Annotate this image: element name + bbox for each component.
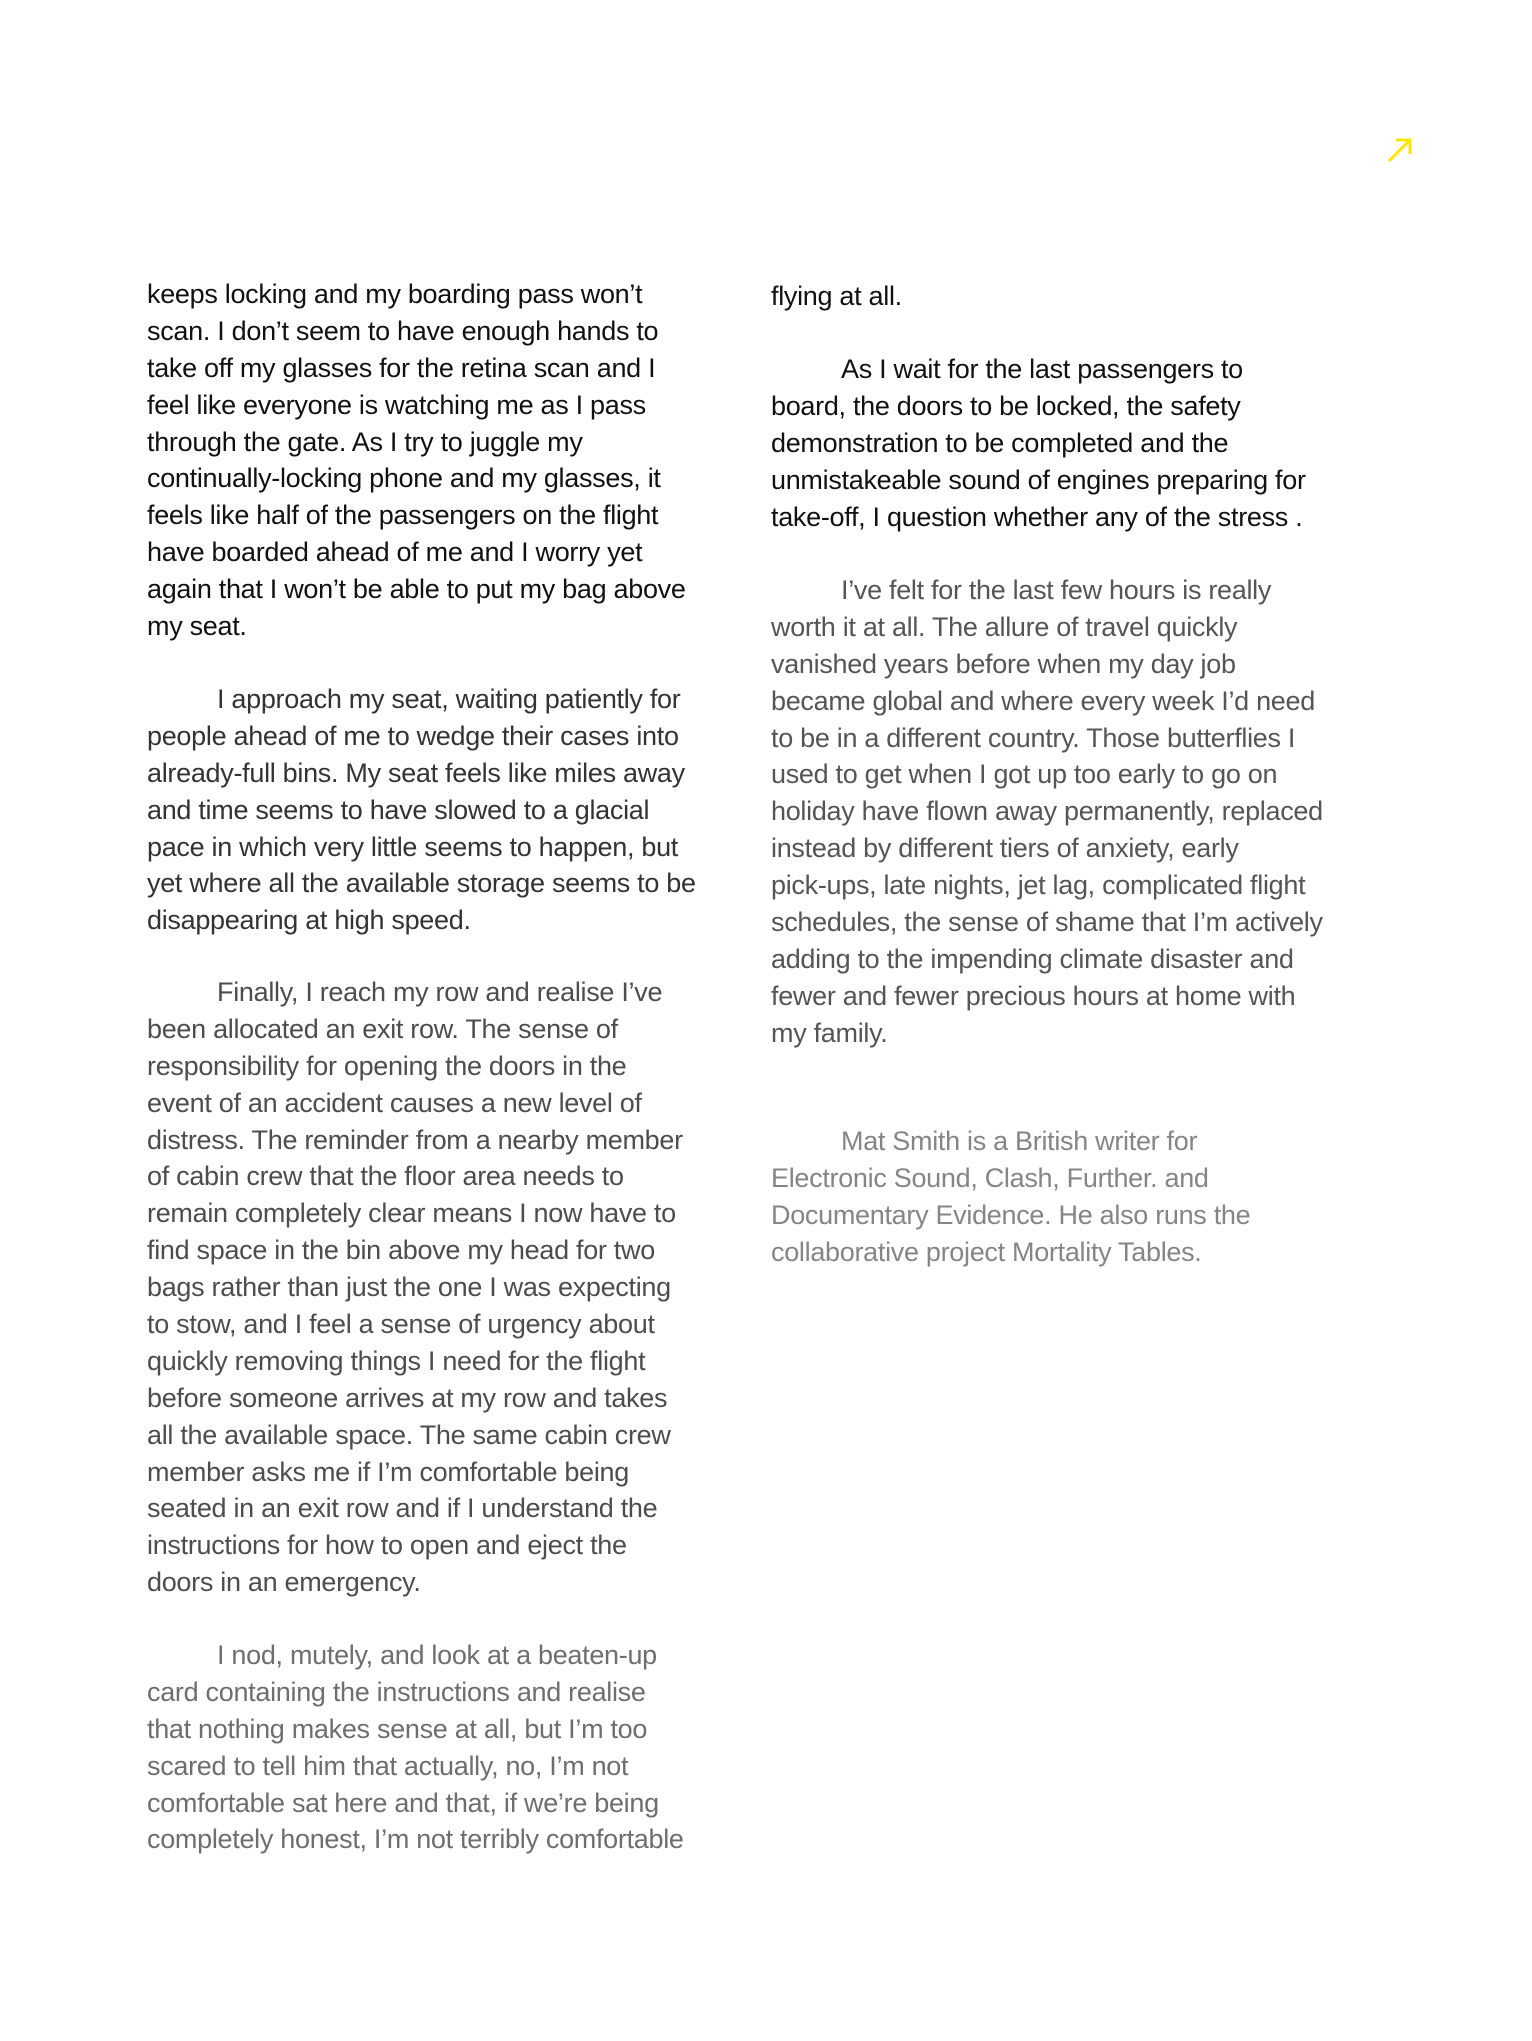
text-line: bags rather than just the one I was expecting (147, 1272, 671, 1303)
text-line: worth it at all. The allure of travel quickly (771, 611, 1238, 642)
text-line: I’ve felt for the last few hours is really (841, 575, 1272, 605)
text-line: remain completely clear means I now have to (147, 1198, 676, 1229)
text-line: that nothing makes sense at all, but I’m too (147, 1713, 648, 1744)
text-line: scan. I don’t seem to have enough hands to (147, 315, 659, 346)
text-line: responsibility for opening the doors in the (147, 1050, 627, 1081)
text-line: feel like everyone is watching me as I pass (147, 389, 646, 420)
paragraph-nod-mutely (147, 1637, 684, 1858)
text-line: doors in an emergency. (147, 1567, 421, 1598)
text-line: of cabin crew that the floor area needs to (147, 1161, 624, 1192)
text-line: I approach my seat, waiting patiently for (217, 684, 681, 714)
paragraph-wait-passengers (771, 351, 1306, 535)
text-line: holiday have flown away permanently, replaced (771, 796, 1323, 827)
paragraph-exit-row (147, 974, 683, 1601)
text-line: take off my glasses for the retina scan and I (147, 352, 656, 383)
text-line: keeps locking and my boarding pass won’t (147, 279, 643, 309)
text-line: fewer and fewer precious hours at home with (771, 980, 1296, 1011)
text-line: my seat. (147, 611, 247, 642)
text-line: demonstration to be completed and the (771, 427, 1229, 458)
paragraph-flying-at-all (771, 278, 902, 315)
text-line: flying at all. (771, 281, 902, 311)
text-line: instead by different tiers of anxiety, early (771, 833, 1239, 864)
text-line: unmistakeable sound of engines preparing for (771, 464, 1306, 495)
author-bio (771, 1123, 1250, 1271)
text-line: pick-ups, late nights, jet lag, complicated flight (771, 870, 1306, 901)
text-line: member asks me if I’m comfortable being (147, 1456, 629, 1487)
text-line: Mat Smith is a British writer for (841, 1126, 1198, 1156)
text-line: card containing the instructions and realise (147, 1676, 646, 1707)
text-line: quickly removing things I need for the flight (147, 1345, 646, 1376)
text-line: my family. (771, 1017, 888, 1048)
text-line: scared to tell him that actually, no, I’m not (147, 1750, 629, 1781)
text-line: board, the doors to be locked, the safety (771, 390, 1241, 421)
text-line: and time seems to have slowed to a glacial (147, 794, 650, 825)
text-line: As I wait for the last passengers to (841, 354, 1243, 384)
paragraph-allure-of-travel (771, 572, 1323, 1052)
text-line: have boarded ahead of me and I worry yet (147, 537, 643, 568)
text-line: take-off, I question whether any of the stress . (771, 501, 1303, 532)
text-line: been allocated an exit row. The sense of (147, 1013, 618, 1044)
text-line: comfortable sat here and that, if we’re being (147, 1787, 659, 1818)
text-line: yet where all the available storage seems to be (147, 868, 696, 899)
text-line: before someone arrives at my row and takes (147, 1382, 668, 1413)
text-line: to stow, and I feel a sense of urgency about (147, 1309, 655, 1340)
text-line: people ahead of me to wedge their cases into (147, 720, 679, 751)
text-line: pace in which very little seems to happen, but (147, 831, 678, 862)
text-line: distress. The reminder from a nearby member (147, 1124, 683, 1155)
text-line: feels like half of the passengers on the flight (147, 500, 659, 531)
text-line: already-full bins. My seat feels like miles away (147, 757, 685, 788)
text-line: collaborative project Mortality Tables. (771, 1236, 1202, 1267)
arrow-up-right-icon[interactable] (1386, 136, 1414, 164)
text-line: schedules, the sense of shame that I’m actively (771, 907, 1323, 938)
text-line: adding to the impending climate disaster and (771, 943, 1294, 974)
paragraph-approach-seat (147, 681, 696, 939)
text-line: Finally, I reach my row and realise I’ve (217, 977, 663, 1007)
text-line: instructions for how to open and eject the (147, 1530, 627, 1561)
text-line: continually-locking phone and my glasses, it (147, 463, 661, 494)
text-line: became global and where every week I’d need (771, 685, 1315, 716)
text-line: Electronic Sound, Clash, Further. and (771, 1162, 1209, 1193)
text-line: again that I won’t be able to put my bag above (147, 574, 686, 605)
text-line: Documentary Evidence. He also runs the (771, 1199, 1251, 1230)
text-line: disappearing at high speed. (147, 905, 471, 936)
text-line: vanished years before when my day job (771, 648, 1236, 679)
text-line: all the available space. The same cabin crew (147, 1419, 671, 1450)
text-line: through the gate. As I try to juggle my (147, 426, 583, 457)
text-line: I nod, mutely, and look at a beaten-up (217, 1640, 657, 1670)
text-line: find space in the bin above my head for two (147, 1235, 655, 1266)
text-line: used to get when I got up too early to go on (771, 759, 1278, 790)
text-line: seated in an exit row and if I understand the (147, 1493, 658, 1524)
paragraph-continuation (147, 276, 686, 645)
text-line: event of an accident causes a new level of (147, 1087, 642, 1118)
text-line: completely honest, I’m not terribly comfortable (147, 1824, 684, 1855)
text-line: to be in a different country. Those butterflies I (771, 722, 1296, 753)
